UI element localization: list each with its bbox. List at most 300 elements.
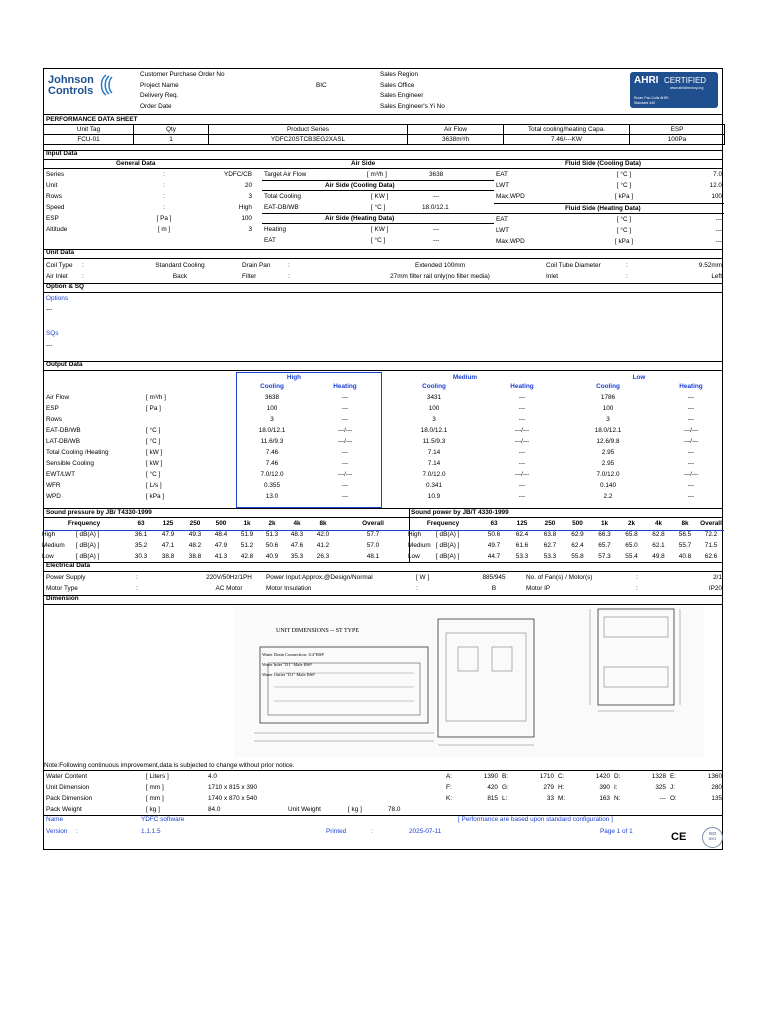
fluid-unit: [ °C ]	[616, 171, 632, 178]
customer-po-label: Customer Purchase Order No	[140, 71, 225, 78]
sound-unit: [ dB(A) ]	[436, 553, 460, 560]
output-value: ---/---	[514, 471, 530, 478]
sound-header-cell: 4k	[293, 520, 301, 527]
sound-header-cell: Overall	[362, 520, 384, 527]
dimension-letter: O:	[670, 795, 677, 802]
output-value: ---/---	[337, 427, 353, 434]
output-value: 3431	[426, 394, 442, 401]
sound-value: 55.8	[571, 553, 584, 560]
footer-value: 84.0	[208, 806, 221, 813]
sound-value: 36.1	[134, 531, 148, 538]
sound-header-cell: 63	[490, 520, 498, 527]
sound-value: 48.2	[188, 542, 202, 549]
iso-9001-badge	[702, 827, 723, 848]
sound-value: 65.7	[598, 542, 611, 549]
dimension-letter: G:	[502, 784, 509, 791]
dimension-letter-row	[444, 793, 724, 804]
version-colon: :	[76, 828, 78, 835]
general-row	[44, 202, 254, 213]
output-group-medium: Medium	[452, 374, 478, 381]
dimension-letter-value: 280	[711, 784, 722, 791]
general-label: Series	[46, 171, 65, 178]
electrical-cell: No. of Fan(s) / Motor(s)	[526, 574, 593, 581]
output-value: ---	[341, 394, 349, 401]
air-heating-title: Air Side (Heating Data)	[325, 215, 395, 222]
sound-header-cell: 250	[189, 520, 201, 527]
electrical-row	[44, 572, 724, 583]
output-value: ---	[687, 482, 695, 489]
drawing-callout-outlet: Water Outlet "D1" Male BSP	[262, 672, 315, 677]
electrical-cell: Power Input:Approx.@Design/Normal	[266, 574, 373, 581]
air-heat-row-1-label: Heating	[264, 226, 287, 233]
sound-value: 26.3	[316, 553, 330, 560]
output-value: ---/---	[514, 427, 530, 434]
unit-data-title: Unit Data	[46, 249, 75, 256]
output-row	[44, 436, 724, 447]
fluid-label: EAT	[496, 216, 508, 223]
output-value: 2.95	[601, 449, 615, 456]
unit-data-cell: :	[82, 262, 84, 269]
output-value: 2.2	[603, 493, 613, 500]
sound-value: 57.0	[366, 542, 380, 549]
output-row	[44, 447, 724, 458]
header-left-labels	[140, 70, 225, 112]
options-label: Options	[46, 295, 69, 302]
delivery-req-label: Delivery Req.	[140, 92, 179, 99]
fluid-value: 100	[711, 193, 722, 200]
fluid-row	[494, 236, 724, 247]
ahri-certified-text: CERTIFIED	[664, 76, 707, 85]
general-row	[44, 180, 254, 191]
fluid-row	[494, 214, 724, 225]
sound-value: 53.3	[515, 553, 529, 560]
air-heat-row-2-label: EAT	[264, 237, 276, 244]
sound-header-cell: 63	[137, 520, 145, 527]
footer-value: 1740 x 870 x 540	[208, 795, 258, 802]
output-unit	[144, 414, 236, 425]
dimension-letter: J:	[670, 784, 675, 791]
sound-value: 62.7	[543, 542, 557, 549]
unit-data-row	[44, 260, 724, 271]
sound-header-cell: 250	[544, 520, 556, 527]
output-value: 13.0	[265, 493, 279, 500]
electrical-cell: Power Supply	[46, 574, 86, 581]
unit-data-cell: Filter	[242, 273, 257, 280]
output-value: ---	[341, 449, 349, 456]
unit-data-cell: Air Inlet	[46, 273, 68, 280]
sound-header-cell: 500	[572, 520, 583, 527]
output-value: 3638	[264, 394, 280, 401]
fluid-unit: [ °C ]	[616, 227, 632, 234]
sound-value: 66.3	[598, 531, 611, 538]
general-value: 3	[248, 226, 252, 233]
option-sq-title: Option & SQ	[46, 283, 84, 290]
sound-value: 48.4	[214, 531, 228, 538]
printed-label: Printed	[326, 828, 347, 835]
perf-header-qty: Qty	[134, 125, 209, 135]
general-data-title: General Data	[116, 160, 156, 167]
perf-header-series: Product Series	[209, 125, 408, 135]
header-right-labels	[380, 70, 445, 112]
output-value: 10.9	[427, 493, 441, 500]
output-value: 18.0/12.1	[258, 427, 286, 434]
sound-value: 62.8	[652, 531, 665, 538]
output-value: 18.0/12.1	[594, 427, 622, 434]
sales-engineer-label: Sales Engineer	[380, 92, 424, 99]
unit-data-cell: Coil Type	[46, 262, 73, 269]
dimension-letter: D:	[614, 773, 621, 780]
general-label: Unit	[46, 182, 58, 189]
perf-value-series: YDFC20STCB3EG2XASL	[209, 135, 408, 145]
sound-header-cell: 2k	[268, 520, 276, 527]
dimension-letters-table	[444, 771, 724, 804]
output-row	[44, 458, 724, 469]
sound-header-row	[406, 518, 724, 529]
perf-value-airflow: 3638m³/h	[408, 135, 504, 145]
dimension-letter: E:	[670, 773, 677, 780]
output-unit: [ kW ]	[146, 460, 163, 467]
output-value: 3	[270, 416, 274, 423]
dimension-letter-value: 325	[655, 784, 666, 791]
dimension-letter: M:	[558, 795, 566, 802]
sound-header-cell: 1k	[600, 520, 609, 527]
project-name-value: BIC	[316, 81, 327, 89]
output-data-title: Output Data	[46, 361, 83, 368]
general-unit: :	[163, 204, 165, 211]
dimension-letter: C:	[558, 773, 565, 780]
output-value: ---	[687, 493, 695, 500]
sound-value: 62.4	[515, 531, 529, 538]
footer-row	[44, 782, 424, 793]
sound-value: 40.8	[678, 553, 692, 560]
output-row	[44, 403, 724, 414]
printed-colon: :	[371, 828, 373, 835]
electrical-cell: B	[491, 585, 497, 592]
output-value: 18.0/12.1	[420, 427, 448, 434]
sound-value: 61.6	[515, 542, 529, 549]
dimension-letter: F:	[446, 784, 452, 791]
output-value: ---/---	[337, 438, 353, 445]
output-label: LAT-DB/WB	[46, 438, 80, 445]
general-value: 100	[241, 215, 252, 222]
sound-value: 65.8	[625, 531, 638, 538]
unit-data-cell: Extended 100mm	[414, 262, 466, 269]
air-cool-row-1-label: Total Cooling	[264, 193, 301, 200]
unit-data-cell: Back	[172, 273, 188, 280]
output-value: 7.46	[265, 460, 279, 467]
air-cool-row-1-unit: [ KW ]	[371, 193, 389, 200]
electrical-cell: 885/945	[482, 574, 506, 581]
ahri-certified-logo	[630, 72, 718, 108]
fluid-label: EAT	[496, 171, 508, 178]
sound-speed: Low	[408, 553, 420, 560]
output-value: ---	[687, 416, 695, 423]
perf-value-unit-tag: FCU-01	[44, 135, 134, 145]
unit-weight-label: Unit Weight	[288, 806, 321, 813]
output-label: WPD	[46, 493, 61, 500]
dimension-letter: I:	[614, 784, 618, 791]
general-unit: :	[163, 171, 165, 178]
dimension-title: Dimension	[46, 595, 79, 602]
output-unit: [ Pa ]	[146, 405, 161, 412]
fluid-unit: [ kPa ]	[614, 238, 634, 245]
fluid-heating-title: Fluid Side (Heating Data)	[565, 205, 641, 212]
unit-data-row	[44, 271, 724, 282]
fluid-label: LWT	[496, 182, 510, 189]
perf-value-qty: 1	[134, 135, 209, 145]
fluid-unit: [ °C ]	[616, 216, 632, 223]
footer-label: Pack Dimension	[46, 795, 93, 802]
fluid-label: LWT	[496, 227, 510, 234]
output-value: 3	[432, 416, 436, 423]
output-value: ---	[341, 416, 349, 423]
general-label: Altitude	[46, 226, 68, 233]
perf-header-esp: ESP	[630, 125, 725, 135]
sound-value: 62.9	[571, 531, 584, 538]
air-cool-row-1-value: ---	[433, 193, 440, 200]
output-cooling-header: Cooling	[260, 383, 284, 390]
output-unit: [ °C ]	[146, 438, 161, 445]
sound-value: 56.5	[678, 531, 692, 538]
logo-word-1: Johnson	[48, 74, 94, 86]
fluid-value: ---	[715, 227, 722, 234]
perf-title: PERFORMANCE DATA SHEET	[46, 116, 138, 123]
general-label: Speed	[46, 204, 65, 211]
sales-engineer-yi-label: Sales Engineer's Yi No	[380, 102, 445, 110]
sound-header-cell: 8k	[681, 520, 689, 527]
footer-label: Water Content	[46, 773, 87, 780]
fluid-heating-table	[494, 214, 724, 247]
footer-table	[44, 771, 424, 815]
ahri-logo-text: AHRI	[634, 75, 659, 86]
sound-unit: [ dB(A) ]	[76, 553, 100, 560]
unit-weight-value: 78.0	[388, 806, 401, 813]
output-heating-header: Heating	[510, 383, 534, 390]
output-value: 3	[606, 416, 610, 423]
electrical-cell: Motor IP	[526, 585, 551, 592]
output-label: EAT-DB/WB	[46, 427, 81, 434]
sound-value: 42.0	[316, 531, 330, 538]
air-cool-row-2-label: EAT-DB/WB	[264, 204, 299, 211]
output-value: ---	[518, 405, 526, 412]
version-value: 1.1.1.5	[141, 828, 161, 835]
perf-value-esp: 100Pa	[630, 135, 725, 145]
electrical-cell: 220V/50Hz/1PH	[206, 574, 252, 581]
unit-data-cell: :	[288, 262, 290, 269]
air-heat-row-2-unit: [ °C ]	[371, 237, 386, 244]
fluid-unit: [ kPa ]	[614, 193, 634, 200]
dimension-letter-value: 33	[546, 795, 554, 802]
air-target-label: Target Air Flow	[264, 171, 307, 178]
fluid-unit: [ °C ]	[616, 182, 632, 189]
output-value: 7.0/12.0	[260, 471, 284, 478]
unit-weight-unit: [ kg ]	[348, 806, 362, 813]
dimension-letter-value: 1360	[707, 773, 722, 780]
dimension-letter-value: 420	[487, 784, 498, 791]
sound-pressure-table	[40, 518, 410, 562]
general-value: High	[238, 204, 252, 211]
output-value: ---	[341, 493, 349, 500]
sound-value: 47.1	[161, 542, 175, 549]
dimension-letter-value: 815	[487, 795, 498, 802]
sound-value: 49.7	[487, 542, 501, 549]
output-value: 0.341	[426, 482, 442, 489]
footer-unit: [ mm ]	[146, 795, 164, 802]
project-name-label: Project Name	[140, 81, 179, 89]
page-number: Page 1 of 1	[600, 828, 633, 835]
drawing-title: UNIT DIMENSIONS -- ST TYPE	[276, 628, 360, 634]
footer-row	[44, 771, 424, 782]
footer-unit: [ mm ]	[146, 784, 164, 791]
iso-badge-text: ISO	[708, 831, 717, 836]
fluid-value: 7.0	[713, 171, 722, 178]
sound-value: 38.8	[161, 553, 175, 560]
perf-header-row	[44, 125, 725, 135]
input-data-title: Input Data	[46, 150, 78, 157]
output-value: 100	[428, 405, 440, 412]
output-value: 11.6/9.3	[260, 438, 284, 445]
sound-pressure-title: Sound pressure by JB/ T4330-1999	[46, 509, 152, 516]
output-value: ---	[687, 394, 695, 401]
sound-value: 72.2	[704, 531, 718, 538]
output-label: Sensible Cooling	[46, 460, 94, 467]
dimension-letter-value: 1390	[483, 773, 498, 780]
unit-data-cell: :	[288, 273, 290, 280]
output-label: ESP	[46, 405, 59, 412]
output-value: ---	[518, 460, 526, 467]
dimension-letter-row	[444, 782, 724, 793]
output-value: 7.0/12.0	[596, 471, 620, 478]
footer-value: 1710 x 815 x 390	[208, 784, 258, 791]
sound-speed: High	[408, 531, 422, 538]
sound-speed: Low	[42, 553, 54, 560]
sound-header-cell: 1k	[243, 520, 251, 527]
dimension-letter: B:	[502, 773, 509, 780]
output-unit: [ °C ]	[146, 471, 161, 478]
footer-unit: [ kg ]	[146, 806, 160, 813]
sound-value: 38.8	[188, 553, 202, 560]
ahri-note-text: Room Fan-Coils AHRI Standard 440	[634, 96, 669, 105]
general-unit: :	[163, 182, 165, 189]
sound-value: 30.3	[134, 553, 148, 560]
output-value: 7.0/12.0	[422, 471, 446, 478]
output-label: EWT/LWT	[46, 471, 75, 478]
johnson-controls-logo	[48, 75, 94, 97]
output-value: ---/---	[514, 438, 530, 445]
sound-header-cell: 500	[215, 520, 227, 527]
output-table	[44, 381, 724, 502]
dimension-letter: H:	[558, 784, 565, 791]
sound-value: 50.6	[487, 531, 501, 538]
output-unit: [ L/s ]	[146, 482, 162, 489]
output-row	[44, 480, 724, 491]
output-cooling-header: Cooling	[596, 383, 620, 390]
electrical-cell: :	[636, 585, 638, 592]
output-blank-cell	[144, 381, 236, 392]
output-value: ---/---	[683, 438, 699, 445]
output-unit: [ kW ]	[146, 449, 163, 456]
air-heat-row-2-value: ---	[433, 237, 440, 244]
output-unit: [ m³/h ]	[146, 394, 166, 401]
sound-speed: Medium	[408, 542, 431, 549]
dimension-note: Note:Following continuous improvement,data is subjected to change without prior notice.	[44, 762, 295, 769]
data-sheet	[43, 68, 723, 850]
output-value: ---	[518, 416, 526, 423]
output-heating-header: Heating	[679, 383, 703, 390]
electrical-cell: :	[416, 585, 418, 592]
output-value: 7.14	[427, 460, 441, 467]
drawing-callout-inlet: Water Inlet "D1" Male BSP	[262, 662, 312, 667]
sales-region-label: Sales Region	[380, 71, 419, 78]
general-unit: [ m ]	[157, 226, 171, 233]
dimension-letter-value: ---	[659, 795, 666, 802]
air-target-unit: [ m³/h ]	[367, 171, 387, 178]
output-row	[44, 414, 724, 425]
sqs-value: ---	[46, 342, 53, 349]
logo-swirl-icon	[96, 73, 116, 97]
unit-data-cell: :	[626, 262, 628, 269]
footer-label: Unit Dimension	[46, 784, 90, 791]
sound-header-cell: 8k	[319, 520, 327, 527]
fluid-row	[494, 191, 724, 202]
general-label: Rows	[46, 193, 62, 200]
sound-value: 65.0	[625, 542, 638, 549]
output-value: 11.5/9.3	[422, 438, 446, 445]
output-value: 0.140	[600, 482, 616, 489]
general-row	[44, 224, 254, 235]
sound-value: 55.4	[625, 553, 638, 560]
output-label: Total Cooling /Heating	[46, 449, 109, 456]
sound-unit: [ dB(A) ]	[76, 531, 100, 538]
footer-label: Pack Weight	[46, 806, 82, 813]
output-value: ---	[518, 394, 526, 401]
output-value: 0.355	[264, 482, 280, 489]
sound-value: 44.7	[487, 553, 501, 560]
output-value: 7.14	[427, 449, 441, 456]
output-cooling-header: Cooling	[422, 383, 446, 390]
sound-power-title: Sound power by JB/T 4330-1999	[411, 509, 509, 516]
general-label: ESP	[46, 215, 59, 222]
output-value: ---/---	[683, 427, 699, 434]
footer-row	[44, 793, 424, 804]
sound-speed: High	[42, 531, 56, 538]
unit-data-table	[44, 260, 724, 282]
electrical-cell: :	[136, 574, 138, 581]
fluid-value: 12.0	[709, 182, 722, 189]
sound-row	[406, 551, 724, 562]
air-target-value: 3638	[429, 171, 444, 178]
sound-unit: [ dB(A) ]	[436, 542, 460, 549]
sound-value: 35.3	[290, 553, 304, 560]
sound-value: 50.6	[265, 542, 279, 549]
sound-header-cell: 2k	[627, 520, 636, 527]
output-value: 1786	[600, 394, 616, 401]
sound-unit: [ dB(A) ]	[436, 531, 460, 538]
general-data-table	[44, 169, 254, 235]
output-value: 2.95	[601, 460, 615, 467]
logo-word-2: Controls	[48, 85, 94, 97]
footer-unit: [ Liters ]	[146, 773, 169, 780]
sound-header-cell: 125	[162, 520, 174, 527]
sound-value: 62.4	[571, 542, 584, 549]
sound-value: 63.8	[543, 531, 557, 538]
sound-row	[40, 540, 410, 551]
output-value: 12.6/9.8	[596, 438, 620, 445]
unit-data-cell: Drain Pan	[242, 262, 271, 269]
sound-power-table	[406, 518, 724, 562]
general-value: 3	[248, 193, 252, 200]
sound-value: 57.7	[366, 531, 380, 538]
